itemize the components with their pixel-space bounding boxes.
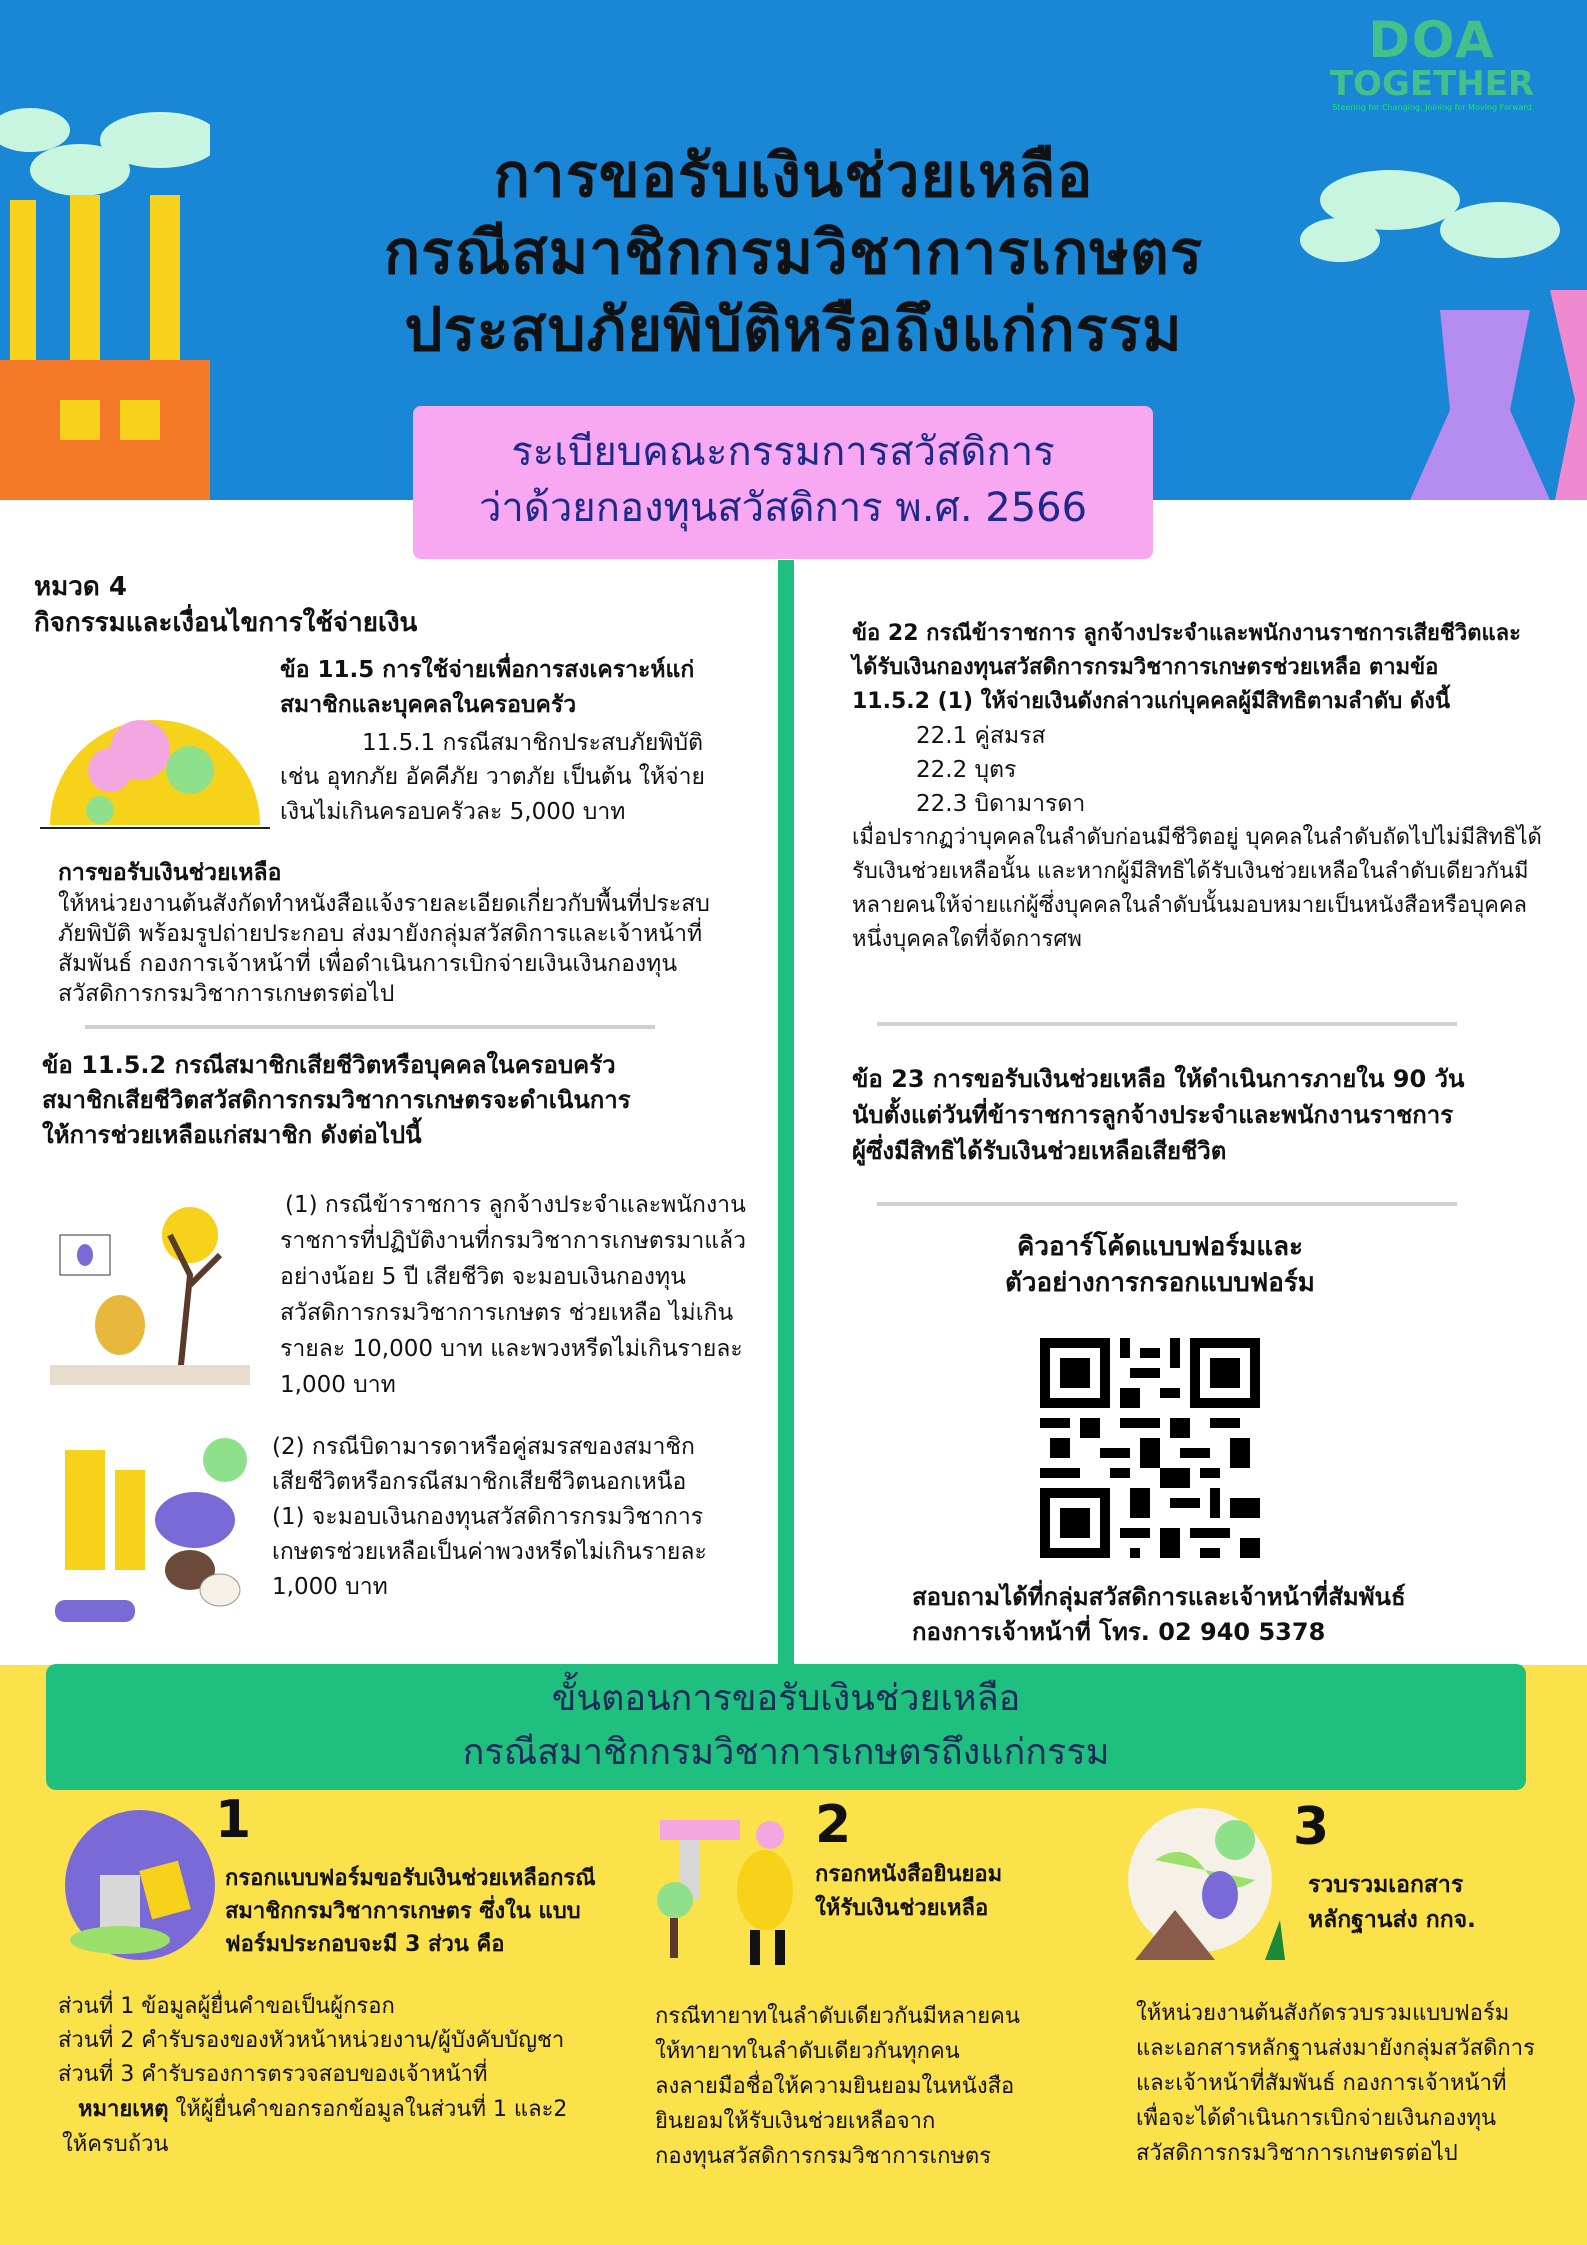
clause-11-5-title-1: ข้อ 11.5 การใช้จ่ายเพื่อการสงเคราะห์แก่ (280, 657, 695, 683)
item-1-line-4: สวัสดิการกรมวิชาการเกษตร ช่วยเหลือ ไม่เกิน (280, 1300, 734, 1326)
clause-22-text-4: หนึ่งบุคคลใดที่จัดการศพ (852, 927, 1082, 952)
logo (1317, 11, 1547, 124)
clause-11-5-1-line-1: 11.5.1 กรณีสมาชิกประสบภัยพิบัติ (362, 730, 704, 756)
clause-11-5-2-title-3: ให้การช่วยเหลือแก่สมาชิก ดังต่อไปนี้ (42, 1121, 422, 1149)
item-2-line-5: 1,000 บาท (272, 1574, 388, 1600)
step-1-body-2: ส่วนที่ 2 คำรับรองของหัวหน้าหน่วยงาน/ผู้บังคับบัญชา (58, 2028, 565, 2053)
chapter-label: หมวด 4 (34, 572, 127, 602)
apply-text-3: สัมพันธ์ กองการเจ้าหน้าที่ เพื่อดำเนินการเบิกจ่ายเงินเงินกองทุน (58, 951, 678, 977)
qr-title-2: ตัวอย่างการกรอกแบบฟอร์ม (1005, 1268, 1315, 1298)
section-divider (877, 1022, 1457, 1026)
step-3-title-1: รวบรวมเอกสาร (1308, 1872, 1464, 1898)
page-title-line-3: ประสบภัยพิบัติหรือถึงแก่กรรม (404, 295, 1183, 365)
step-3-title-2: หลักฐานส่ง กกจ. (1308, 1907, 1476, 1933)
clause-11-5-2-title-1: ข้อ 11.5.2 กรณีสมาชิกเสียชีวิตหรือบุคคลในครอบครัว (42, 1051, 616, 1079)
step-1-note (78, 2093, 567, 2127)
step-2-illustration (650, 1800, 820, 1970)
item-1-line-6: 1,000 บาท (280, 1372, 396, 1398)
contact-line-2: กองการเจ้าหน้าที่ โทร. 02 940 5378 (912, 1618, 1326, 1646)
step-2-number: 2 (815, 1795, 852, 1855)
steps-title-1: ขั้นตอนการขอรับเงินช่วยเหลือ (551, 1678, 1021, 1719)
logo-text: DOA (1368, 11, 1496, 69)
step-2-body-5: กองทุนสวัสดิการกรมวิชาการเกษตร (655, 2144, 992, 2169)
step-2-body-4: ยินยอมให้รับเงินช่วยเหลือจาก (655, 2109, 936, 2134)
step-1-number: 1 (215, 1790, 252, 1850)
contact-line-1: สอบถามได้ที่กลุ่มสวัสดิการและเจ้าหน้าที่สัมพันธ์ (912, 1583, 1406, 1611)
clause-22-title-3: 11.5.2 (1) ให้จ่ายเงินดังกล่าวแก่บุคคลผู้มีสิทธิตามลำดับ ดังนี้ (852, 689, 1450, 714)
page-title-line-1: การขอรับเงินช่วยเหลือ (493, 141, 1094, 211)
apply-text-2: ภัยพิบัติ พร้อมรูปถ่ายประกอบ ส่งมายังกลุ่มสวัสดิการและเจ้าหน้าที่ (58, 921, 703, 947)
step-1-title-2: สมาชิกกรมวิชาการเกษตร ซึ่งใน แบบ (225, 1899, 581, 1924)
step-3-body-1: ให้หน่วยงานต้นสังกัดรวบรวมแบบฟอร์ม (1136, 2001, 1510, 2026)
clause-11-5-2-title-2: สมาชิกเสียชีวิตสวัสดิการกรมวิชาการเกษตรจะดำเนินการ (42, 1086, 631, 1114)
apply-text-1: ให้หน่วยงานต้นสังกัดทำหนังสือแจ้งรายละเอียดเกี่ยวกับพื้นที่ประสบ (58, 891, 710, 917)
step-1-note-2: ให้ครบถ้วน (62, 2132, 169, 2157)
clause-22-text-3: หลายคนให้จ่ายแก่ผู้ซึ่งบุคคลในลำดับนั้นมอบหมายเป็นหนังสือหรือบุคคล (852, 893, 1528, 918)
clause-23-line-2: นับตั้งแต่วันที่ข้าราชการลูกจ้างประจำและพนักงานราชการ (852, 1101, 1454, 1129)
item-2-line-2: เสียชีวิตหรือกรณีสมาชิกเสียชีวิตนอกเหนือ (272, 1469, 687, 1495)
step-3-body-4: เพื่อจะได้ดำเนินการเบิกจ่ายเงินกองทุน (1136, 2106, 1497, 2131)
clause-22-title-2: ได้รับเงินกองทุนสวัสดิการกรมวิชาการเกษตรช่วยเหลือ ตามข้อ (852, 655, 1439, 680)
step-1-body-3: ส่วนที่ 3 คำรับรองการตรวจสอบของเจ้าหน้าที่ (58, 2062, 488, 2087)
step-3-body-3: และเจ้าหน้าที่สัมพันธ์ กองการเจ้าหน้าที่ (1136, 2071, 1507, 2096)
item-1-line-2: ราชการที่ปฏิบัติงานที่กรมวิชาการเกษตรมาแล้ว (280, 1228, 747, 1254)
chapter-title: กิจกรรมและเงื่อนไขการใช้จ่ายเงิน (34, 608, 418, 638)
logo-tagline: Steering for Changing, Joining for Moving Forward (1332, 103, 1532, 112)
item-2-line-1: (2) กรณีบิดามารดาหรือคู่สมรสของสมาชิก (272, 1434, 695, 1460)
clause-22-text-1: เมื่อปรากฏว่าบุคคลในลำดับก่อนมีชีวิตอยู่ บุคคลในลำดับถัดไปไม่มีสิทธิได้ (852, 825, 1542, 850)
item-1-line-1: (1) กรณีข้าราชการ ลูกจ้างประจำและพนักงาน (285, 1192, 746, 1218)
item-1-line-3: อย่างน้อย 5 ปี เสียชีวิต จะมอบเงินกองทุน (280, 1264, 686, 1290)
step-3-number: 3 (1293, 1797, 1330, 1857)
apply-title: การขอรับเงินช่วยเหลือ (58, 860, 282, 886)
step-3-body-2: และเอกสารหลักฐานส่งมายังกลุ่มสวัสดิการ (1136, 2036, 1535, 2061)
step-2-title-1: กรอกหนังสือยินยอม (815, 1862, 1003, 1887)
clause-23-line-1: ข้อ 23 การขอรับเงินช่วยเหลือ ให้ดำเนินการภายใน 90 วัน (852, 1065, 1465, 1093)
clause-22-item-2: 22.2 บุตร (916, 757, 1017, 783)
regulation-box (413, 406, 1153, 559)
item-2-line-3: (1) จะมอบเงินกองทุนสวัสดิการกรมวิชาการ (272, 1504, 704, 1530)
disaster-dome-illustration (40, 660, 270, 835)
qr-title-1: คิวอาร์โค้ดแบบฟอร์มและ (1017, 1232, 1303, 1262)
page-title-line-2: กรณีสมาชิกกรมวิชาการเกษตร (383, 218, 1204, 288)
clause-11-5-title-2: สมาชิกและบุคคลในครอบครัว (280, 692, 577, 718)
clause-23-line-3: ผู้ซึ่งมีสิทธิได้รับเงินช่วยเหลือเสียชีวิต (852, 1137, 1227, 1165)
step-1-body-1: ส่วนที่ 1 ข้อมูลผู้ยื่นคำขอเป็นผู้กรอก (58, 1994, 395, 2019)
step-2-body-2: ให้ทายาทในลำดับเดียวกันทุกคน (655, 2039, 960, 2064)
step-2-title-2: ให้รับเงินช่วยเหลือ (815, 1896, 989, 1921)
regulation-line-2: ว่าด้วยกองทุนสวัสดิการ พ.ศ. 2566 (478, 485, 1088, 531)
steps-title-2: กรณีสมาชิกกรมวิชาการเกษตรถึงแก่กรรม (462, 1732, 1110, 1773)
step-2-body-3: ลงลายมือชื่อให้ความยินยอมในหนังสือ (655, 2074, 1015, 2099)
qr-code[interactable] (1040, 1338, 1260, 1558)
step-3-body-5: สวัสดิการกรมวิชาการเกษตรต่อไป (1136, 2141, 1458, 2166)
column-divider (778, 560, 794, 1670)
clause-22-item-1: 22.1 คู่สมรส (916, 723, 1046, 749)
logo-subtext: TOGETHER (1329, 64, 1535, 104)
step-1-note-label: หมายเหตุ (78, 2097, 169, 2122)
step-1-illustration (60, 1805, 220, 1965)
steps-banner (46, 1664, 1526, 1790)
step-3-illustration (1115, 1800, 1285, 1970)
clause-11-5-1-line-3: เงินไม่เกินครอบครัวละ 5,000 บาท (280, 799, 626, 825)
clause-22-item-3: 22.3 บิดามารดา (916, 791, 1086, 817)
construction-animals-illustration (45, 1430, 255, 1630)
step-1-title-1: กรอกแบบฟอร์มขอรับเงินช่วยเหลือกรณี (225, 1866, 596, 1891)
step-1-note-text: ให้ผู้ยื่นคำขอกรอกข้อมูลในส่วนที่ 1 และ2 (168, 2097, 568, 2122)
clause-22-title-1: ข้อ 22 กรณีข้าราชการ ลูกจ้างประจำและพนักงานราชการเสียชีวิตและ (852, 621, 1521, 646)
regulation-line-1: ระเบียบคณะกรรมการสวัสดิการ (511, 429, 1055, 475)
apply-text-4: สวัสดิการกรมวิชาการเกษตรต่อไป (58, 981, 395, 1007)
step-1-title-3: ฟอร์มประกอบจะมี 3 ส่วน คือ (225, 1932, 505, 1957)
step-2-body-1: กรณีทายาทในลำดับเดียวกันมีหลายคน (655, 2004, 1020, 2029)
section-divider (85, 1025, 655, 1029)
item-1-line-5: รายละ 10,000 บาท และพวงหรีดไม่เกินรายละ (280, 1336, 743, 1362)
clause-22-text-2: รับเงินช่วยเหลือนั้น และหากผู้มีสิทธิได้รับเงินช่วยเหลือในลำดับเดียวกันมี (852, 859, 1529, 884)
drought-illustration (50, 1195, 250, 1385)
item-2-line-4: เกษตรช่วยเหลือเป็นค่าพวงหรีดไม่เกินรายละ (272, 1539, 707, 1565)
clause-11-5-1-line-2: เช่น อุทกภัย อัคคีภัย วาตภัย เป็นต้น ให้จ่าย (280, 764, 706, 790)
section-divider (877, 1202, 1457, 1206)
